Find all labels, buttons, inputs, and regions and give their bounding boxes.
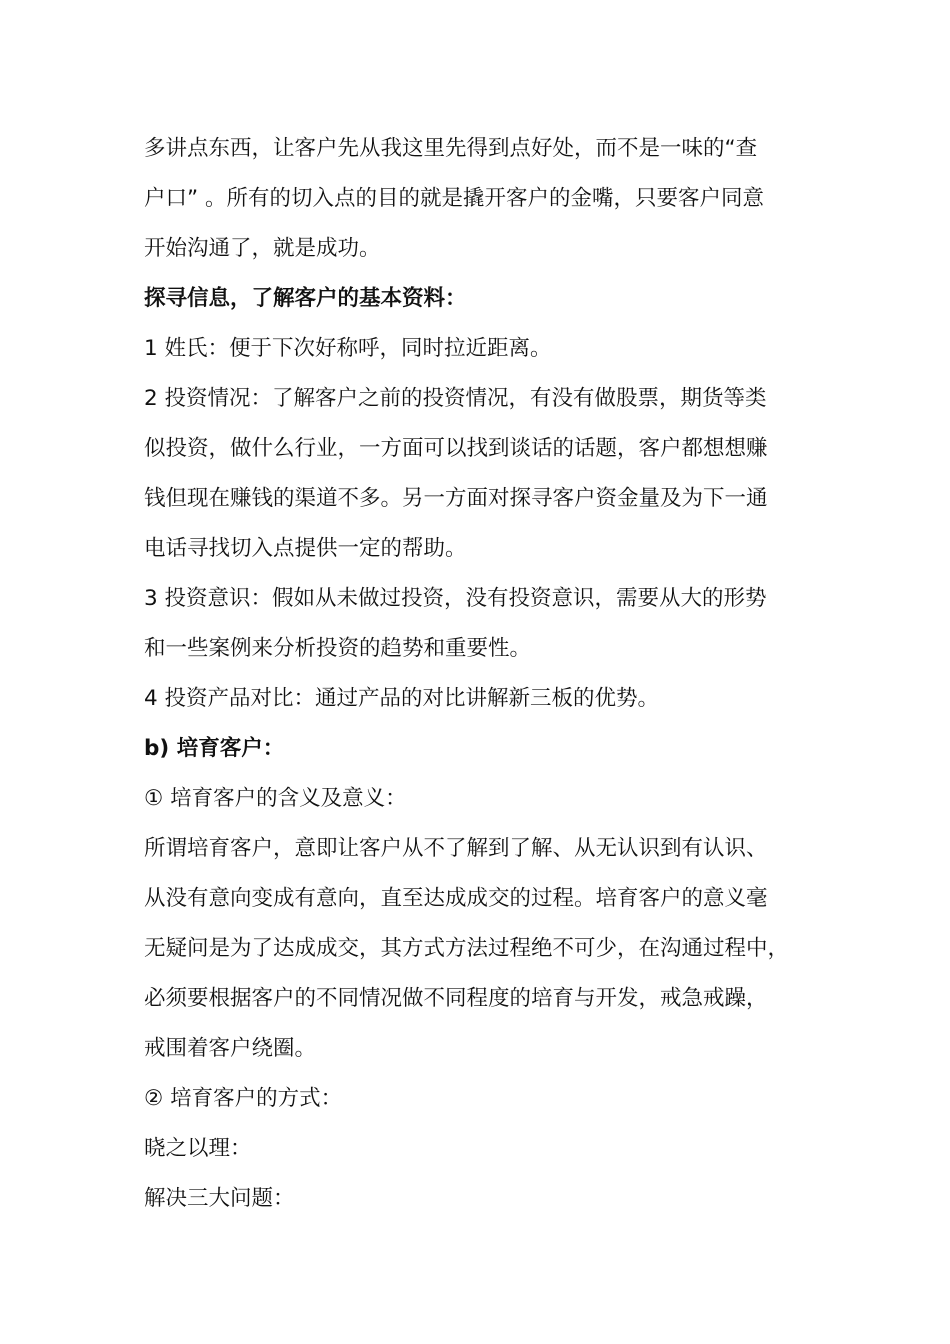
paragraph-line: 开始沟通了，就是成功。 — [144, 236, 381, 261]
list-item: 4 投资产品对比：通过产品的对比讲解新三板的优势。 — [144, 686, 660, 711]
subsection-heading: ② 培育客户的方式： — [144, 1086, 343, 1111]
paragraph-line: 晓之以理： — [144, 1136, 252, 1161]
list-item: 1 姓氏：便于下次好称呼，同时拉近距离。 — [144, 336, 552, 361]
paragraph-line: 解决三大问题： — [144, 1186, 295, 1211]
list-item: 2 投资情况：了解客户之前的投资情况，有没有做股票，期货等类 — [144, 386, 767, 411]
paragraph-line: 戒围着客户绕圈。 — [144, 1036, 317, 1061]
section-heading: 探寻信息，了解客户的基本资料： — [144, 286, 467, 311]
paragraph-line: 户口” 。所有的切入点的目的就是撬开客户的金嘴，只要客户同意 — [144, 186, 764, 211]
paragraph-line: 无疑问是为了达成成交，其方式方法过程绝不可少，在沟通过程中， — [144, 936, 790, 961]
paragraph-line: 所谓培育客户，意即让客户从不了解到了解、从无认识到有认识、 — [144, 836, 768, 861]
paragraph-line: 和一些案例来分析投资的趋势和重要性。 — [144, 636, 532, 661]
document-body — [144, 124, 824, 1224]
list-item: 3 投资意识：假如从未做过投资，没有投资意识，需要从大的形势 — [144, 586, 767, 611]
section-heading: b) 培育客户： — [144, 736, 285, 761]
subsection-heading: ① 培育客户的含义及意义： — [144, 786, 407, 811]
paragraph-line: 似投资，做什么行业，一方面可以找到谈话的话题，客户都想想赚 — [144, 436, 768, 461]
paragraph-line: 钱但现在赚钱的渠道不多。另一方面对探寻客户资金量及为下一通 — [144, 486, 768, 511]
paragraph-line: 从没有意向变成有意向，直至达成成交的过程。培育客户的意义毫 — [144, 886, 768, 911]
paragraph-line: 电话寻找切入点提供一定的帮助。 — [144, 536, 467, 561]
paragraph-line: 多讲点东西，让客户先从我这里先得到点好处，而不是一味的“查 — [144, 136, 758, 161]
paragraph-line: 必须要根据客户的不同情况做不同程度的培育与开发，戒急戒躁， — [144, 986, 768, 1011]
